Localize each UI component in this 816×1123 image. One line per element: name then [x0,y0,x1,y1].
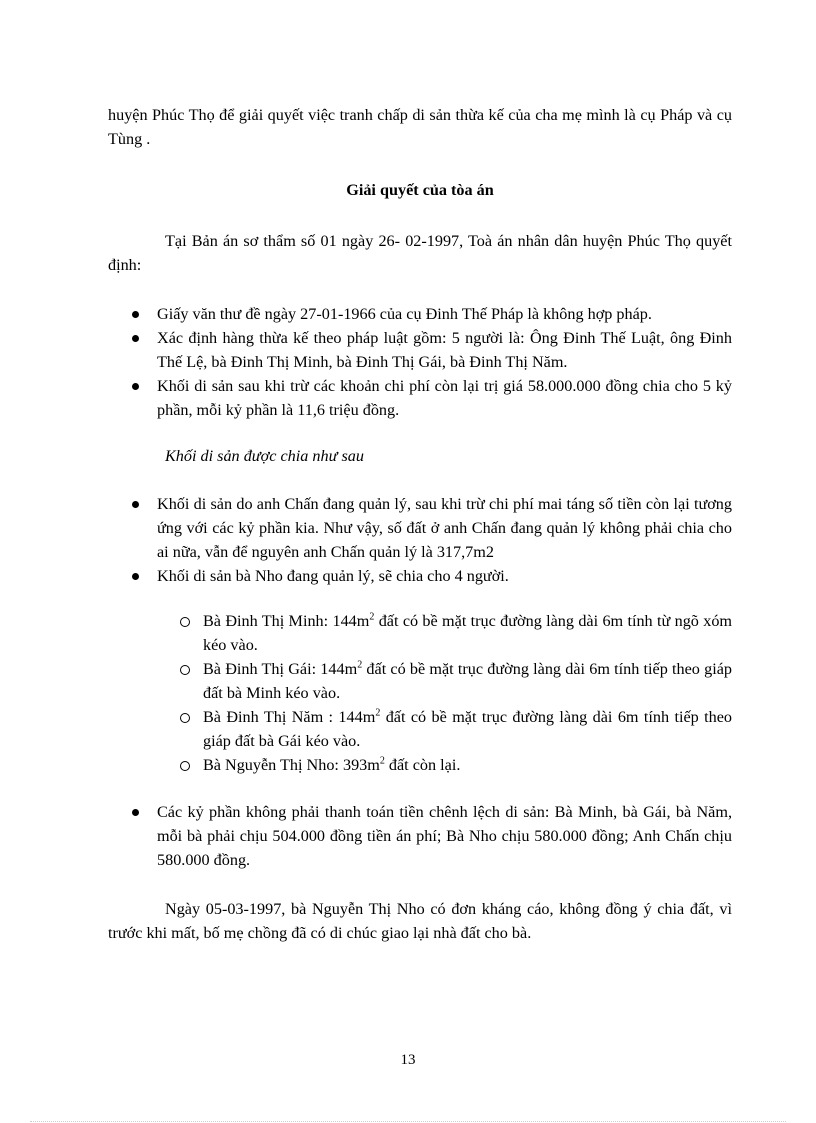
division-list [108,492,732,588]
fees-list [108,800,732,872]
list-item [108,326,732,374]
division-title: Khối di sản được chia như sau [165,447,364,465]
decision-text: Khối di sản sau khi trừ các khoản chi phí còn lại trị giá 58.000.000 đồng chia cho 5 kỷ phần, mỗi kỷ phần là 11,6 triệu đồng. [157,377,732,419]
bullet-icon [132,501,139,508]
bullet-icon [132,335,139,342]
bullet-icon [132,383,139,390]
page-number: 13 [400,1052,416,1068]
document-body [108,103,732,945]
section-heading: Giải quyết của tòa án [346,181,494,199]
decision-list [108,302,732,422]
appeal-paragraph: Ngày 05-03-1997, bà Nguyễn Thị Nho có đơn kháng cáo, không đồng ý chia đất, vì trước khi mất, bố mẹ chồng đã có di chúc giao lại nhà đất cho bà. [108,900,732,942]
list-item [108,374,732,422]
list-item [108,492,732,564]
decision-text: Xác định hàng thừa kế theo pháp luật gồm: 5 người là: Ông Đinh Thế Luật, ông Đinh Thế Lệ, bà Đinh Thị Minh, bà Đinh Thị Gái, bà Đinh Thị Năm. [157,329,732,371]
list-item [108,800,732,872]
bullet-icon [132,573,139,580]
list-item: Bà Đinh Thị Gái: $144m^2$ đất có bề mặt trục đường làng dài 6m tính tiếp theo giáp đất bà Minh kéo vào. [108,657,732,705]
list-item: Bà Nguyễn Thị Nho: $393m^2$ đất còn lại. [108,753,732,777]
judgment-paragraph: Tại Bản án sơ thẩm số 01 ngày 26- 02-1997, Toà án nhân dân huyện Phúc Thọ quyết định: [108,232,732,274]
intro-paragraph: huyện Phúc Thọ để giải quyết việc tranh chấp di sản thừa kế của cha mẹ mình là cụ Pháp và cụ Tùng . [108,106,732,148]
list-item: Bà Đinh Thị Minh: $144m^2$ đất có bề mặt trục đường làng dài 6m tính từ ngõ xóm kéo vào. [108,609,732,657]
allocation-list [108,609,732,777]
bullet-icon [132,809,139,816]
circle-bullet-icon [180,665,190,675]
fees-text: Các kỷ phần không phải thanh toán tiền chênh lệch di sản: Bà Minh, bà Gái, bà Năm, mỗi bà phải chịu 504.000 đồng tiền án phí; Bà Nho chịu 580.000 đồng; Anh Chấn chịu 580.000 đồng. [157,803,732,869]
list-item [108,564,732,588]
bullet-icon [132,311,139,318]
list-item [108,302,732,326]
circle-bullet-icon [180,761,190,771]
decision-text: Giấy văn thư đề ngày 27-01-1966 của cụ Đinh Thế Pháp là không hợp pháp. [157,305,652,323]
circle-bullet-icon [180,617,190,627]
division-text: Khối di sản bà Nho đang quản lý, sẽ chia cho 4 người. [157,567,509,585]
division-text: Khối di sản do anh Chấn đang quản lý, sau khi trừ chi phí mai táng số tiền còn lại tương ứng với các kỷ phần kia. Như vậy, số đất ở anh Chấn đang quản lý không phải chia cho ai nữa, vẫn để nguyên anh Chấn quản lý là 317,7m2 [157,495,732,561]
list-item: Bà Đinh Thị Năm : $144m^2$ đất có bề mặt trục đường làng dài 6m tính tiếp theo giáp đất bà Gái kéo vào. [108,705,732,753]
footer-divider [30,1121,786,1122]
circle-bullet-icon [180,713,190,723]
